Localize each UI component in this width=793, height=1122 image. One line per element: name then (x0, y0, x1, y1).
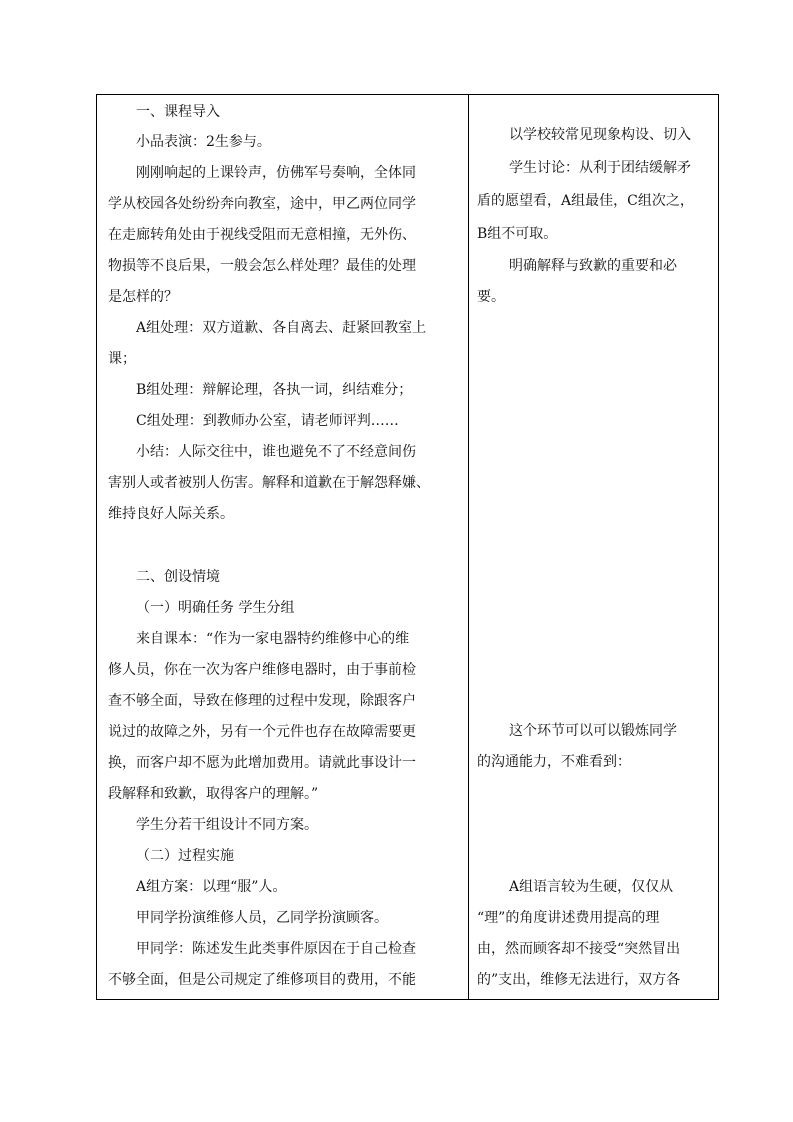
note-line: 的沟通能力，不难看到： (477, 754, 631, 770)
paragraph-line: 小品表演：2生参与。 (136, 134, 271, 150)
paragraph-line: 学从校园各处纷纷奔向教室，途中，甲乙两位同学 (108, 196, 416, 212)
note-line: 学生讨论：从利于团结缓解矛 (509, 160, 691, 176)
note-line: 这个环节可以可以锻炼同学 (509, 723, 677, 739)
note-line: 要。 (477, 289, 505, 305)
design-intent-column (469, 94, 719, 1000)
paragraph-line: 刚刚响起的上课铃声，仿佛军号奏响，全体同 (136, 165, 416, 181)
paragraph-line: 维持良好人际关系。 (108, 506, 234, 522)
paragraph-line: 学生分若干组设计不同方案。 (136, 817, 318, 833)
note-line: A组语言较为生硬，仅仅从 (509, 879, 674, 895)
paragraph-line: 来自课本：“作为一家电器特约维修中心的维 (136, 631, 410, 647)
note-line: 盾的愿望看，A组最佳，C组次之， (477, 193, 694, 209)
teaching-content-column (96, 94, 468, 1000)
paragraph-line: 不够全面，但是公司规定了维修项目的费用，不能 (108, 972, 416, 988)
paragraph-line: 段解释和致歉，取得客户的理解。” (108, 786, 319, 802)
paragraph-line: B组处理：辩解论理，各执一词，纠结难分； (136, 382, 413, 398)
subsection-heading: （一）明确任务 学生分组 (136, 600, 295, 616)
paragraph-line: 甲同学扮演维修人员，乙同学扮演顾客。 (136, 910, 388, 926)
note-line: 明确解释与致歉的重要和必 (509, 258, 677, 274)
paragraph-line: 说过的故障之外，另有一个元件也存在故障需要更 (108, 724, 416, 740)
paragraph-line: 换，而客户却不愿为此增加费用。请就此事设计一 (108, 755, 416, 771)
paragraph-line: 是怎样的？ (108, 289, 178, 305)
paragraph-line: 在走廊转角处由于视线受阻而无意相撞，无外伤、 (108, 227, 416, 243)
section-heading: 一、课程导入 (136, 104, 220, 120)
note-line: B组不可取。 (477, 226, 558, 242)
paragraph-line: 害别人或者被别人伤害。解释和道歉在于解怨释嫌、 (108, 475, 430, 491)
note-line: 的”支出，维修无法进行，双方各 (477, 972, 681, 988)
paragraph-line: A组处理：双方道歉、各自离去、赶紧回教室上 (136, 320, 427, 336)
note-line: “理”的角度讲述费用提高的理 (477, 910, 660, 926)
note-line: 以学校较常见现象构设、切入 (509, 127, 691, 143)
paragraph-line: A组方案：以理“服”人。 (136, 879, 287, 895)
subsection-heading: （二）过程实施 (136, 848, 234, 864)
paragraph-line: 查不够全面，导致在修理的过程中发现，除跟客户 (108, 693, 416, 709)
section-heading: 二、创设情境 (136, 569, 220, 585)
paragraph-line: 小结：人际交往中，谁也避免不了不经意间伤 (136, 444, 416, 460)
note-line: 由，然而顾客却不接受“突然冒出 (477, 941, 681, 957)
paragraph-line: C组处理：到教师办公室，请老师评判…… (136, 413, 399, 429)
paragraph-line: 甲同学：陈述发生此类事件原因在于自己检查 (136, 941, 416, 957)
paragraph-line: 修人员，你在一次为客户维修电器时，由于事前检 (108, 662, 416, 678)
paragraph-line: 课； (108, 351, 136, 367)
paragraph-line: 物损等不良后果，一般会怎么样处理？最佳的处理 (108, 258, 416, 274)
